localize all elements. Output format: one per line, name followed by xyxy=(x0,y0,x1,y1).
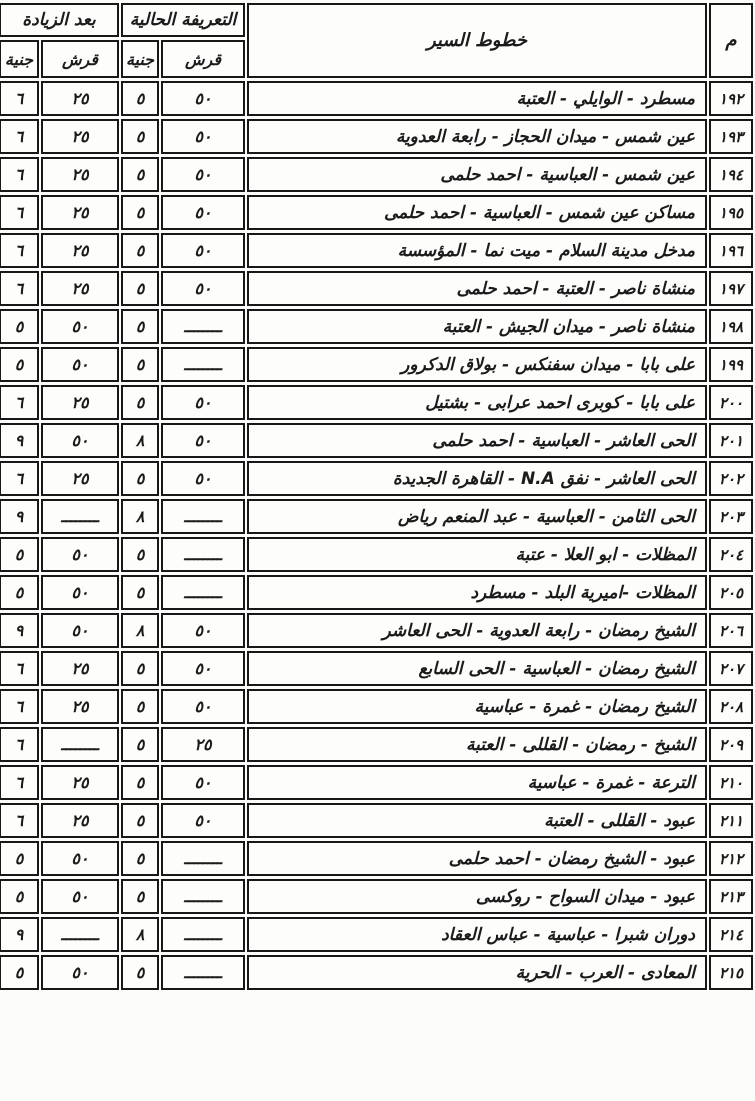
route-number-cell: ٢٠٦ xyxy=(709,613,753,648)
after-qirsh-cell: ٢٥ xyxy=(41,157,119,192)
route-description-cell: الحى العاشر - العباسية - احمد حلمى xyxy=(247,423,707,458)
route-number-cell: ٢٠٣ xyxy=(709,499,753,534)
fare-table-row xyxy=(0,917,753,952)
route-description-cell: الترعة - غمرة - عباسية xyxy=(247,765,707,800)
after-qirsh-cell: ٥٠ xyxy=(41,537,119,572)
current-genih-cell: ٨ xyxy=(121,499,159,534)
current-genih-cell: ٥ xyxy=(121,309,159,344)
after-qirsh-cell: ــــــــ xyxy=(41,917,119,952)
after-genih-cell: ٦ xyxy=(0,271,39,306)
fare-table-row xyxy=(0,461,753,496)
current-qirsh-cell: ٥٠ xyxy=(161,423,245,458)
route-number-cell: ١٩٢ xyxy=(709,81,753,116)
after-genih-cell: ٦ xyxy=(0,765,39,800)
after-qirsh-cell: ٢٥ xyxy=(41,765,119,800)
fare-table-row xyxy=(0,499,753,534)
fare-table-row xyxy=(0,271,753,306)
after-qirsh-cell: ٢٥ xyxy=(41,651,119,686)
current-qirsh-cell: ٥٠ xyxy=(161,651,245,686)
route-description-cell: مسطرد - الوايلي - العتبة xyxy=(247,81,707,116)
after-genih-cell: ٦ xyxy=(0,119,39,154)
current-qirsh-cell: ٥٠ xyxy=(161,461,245,496)
fare-table-row xyxy=(0,613,753,648)
after-genih-cell: ٥ xyxy=(0,309,39,344)
route-description-cell: عبود - ميدان السواح - روكسى xyxy=(247,879,707,914)
route-description-cell: المظلات - ابو العلا - عتبة xyxy=(247,537,707,572)
route-number-cell: ١٩٩ xyxy=(709,347,753,382)
fare-table-row xyxy=(0,575,753,610)
after-genih-cell: ٦ xyxy=(0,81,39,116)
after-qirsh-cell: ٥٠ xyxy=(41,309,119,344)
current-qirsh-cell: ــــــــ xyxy=(161,917,245,952)
header-number-column: م xyxy=(709,3,753,78)
route-description-cell: عين شمس - العباسية - احمد حلمى xyxy=(247,157,707,192)
after-genih-cell: ٦ xyxy=(0,385,39,420)
fare-table-row xyxy=(0,955,753,990)
current-genih-cell: ٥ xyxy=(121,157,159,192)
after-qirsh-cell: ٢٥ xyxy=(41,803,119,838)
after-qirsh-cell: ٥٠ xyxy=(41,347,119,382)
after-genih-cell: ٩ xyxy=(0,423,39,458)
route-number-cell: ٢٠٠ xyxy=(709,385,753,420)
current-genih-cell: ٥ xyxy=(121,765,159,800)
current-qirsh-cell: ٥٠ xyxy=(161,81,245,116)
route-description-cell: عبود - الشيخ رمضان - احمد حلمى xyxy=(247,841,707,876)
after-qirsh-cell: ٢٥ xyxy=(41,385,119,420)
current-genih-cell: ٥ xyxy=(121,385,159,420)
header-current-tariff-group: التعريفة الحالية xyxy=(121,3,245,37)
current-genih-cell: ٨ xyxy=(121,423,159,458)
current-genih-cell: ٥ xyxy=(121,537,159,572)
header-current-qirsh: قرش xyxy=(161,40,245,78)
current-genih-cell: ٥ xyxy=(121,81,159,116)
after-genih-cell: ٩ xyxy=(0,917,39,952)
route-number-cell: ٢١٤ xyxy=(709,917,753,952)
route-description-cell: على بابا - كوبرى احمد عرابى - بشتيل xyxy=(247,385,707,420)
route-description-cell: منشاة ناصر - العتبة - احمد حلمى xyxy=(247,271,707,306)
after-qirsh-cell: ٢٥ xyxy=(41,195,119,230)
fare-table-row xyxy=(0,537,753,572)
current-genih-cell: ٥ xyxy=(121,651,159,686)
route-number-cell: ٢١٠ xyxy=(709,765,753,800)
after-genih-cell: ٦ xyxy=(0,461,39,496)
route-description-cell: منشاة ناصر - ميدان الجيش - العتبة xyxy=(247,309,707,344)
current-qirsh-cell: ٥٠ xyxy=(161,195,245,230)
current-qirsh-cell: ــــــــ xyxy=(161,309,245,344)
current-genih-cell: ٥ xyxy=(121,841,159,876)
current-qirsh-cell: ٢٥ xyxy=(161,727,245,762)
fare-rows-container xyxy=(0,81,753,990)
header-routes-column: خطوط السير xyxy=(247,3,707,78)
route-description-cell: المظلات -اميرية البلد - مسطرد xyxy=(247,575,707,610)
route-number-cell: ١٩٧ xyxy=(709,271,753,306)
current-genih-cell: ٥ xyxy=(121,879,159,914)
current-genih-cell: ٥ xyxy=(121,119,159,154)
current-qirsh-cell: ٥٠ xyxy=(161,803,245,838)
current-qirsh-cell: ــــــــ xyxy=(161,955,245,990)
route-number-cell: ٢٠٥ xyxy=(709,575,753,610)
current-qirsh-cell: ٥٠ xyxy=(161,765,245,800)
current-genih-cell: ٥ xyxy=(121,233,159,268)
route-number-cell: ٢٠٤ xyxy=(709,537,753,572)
current-qirsh-cell: ٥٠ xyxy=(161,385,245,420)
fare-table-row xyxy=(0,841,753,876)
fare-table-row xyxy=(0,765,753,800)
header-after-qirsh: قرش xyxy=(41,40,119,78)
route-description-cell: الشيخ رمضان - رابعة العدوية - الحى العاشر xyxy=(247,613,707,648)
current-genih-cell: ٥ xyxy=(121,689,159,724)
fare-table-row xyxy=(0,651,753,686)
route-description-cell: عين شمس - ميدان الحجاز - رابعة العدوية xyxy=(247,119,707,154)
current-qirsh-cell: ٥٠ xyxy=(161,271,245,306)
current-genih-cell: ٥ xyxy=(121,195,159,230)
route-number-cell: ٢٠١ xyxy=(709,423,753,458)
fare-table-header xyxy=(0,3,753,78)
current-genih-cell: ٥ xyxy=(121,727,159,762)
after-genih-cell: ٥ xyxy=(0,879,39,914)
after-genih-cell: ٦ xyxy=(0,651,39,686)
current-qirsh-cell: ٥٠ xyxy=(161,233,245,268)
route-number-cell: ١٩٤ xyxy=(709,157,753,192)
after-genih-cell: ٥ xyxy=(0,841,39,876)
route-description-cell: الشيخ رمضان - غمرة - عباسية xyxy=(247,689,707,724)
after-genih-cell: ٩ xyxy=(0,499,39,534)
current-qirsh-cell: ــــــــ xyxy=(161,879,245,914)
after-qirsh-cell: ٥٠ xyxy=(41,955,119,990)
current-qirsh-cell: ٥٠ xyxy=(161,119,245,154)
after-qirsh-cell: ٢٥ xyxy=(41,461,119,496)
current-qirsh-cell: ٥٠ xyxy=(161,613,245,648)
after-qirsh-cell: ٥٠ xyxy=(41,575,119,610)
after-genih-cell: ٥ xyxy=(0,537,39,572)
current-genih-cell: ٥ xyxy=(121,461,159,496)
after-genih-cell: ٦ xyxy=(0,803,39,838)
after-genih-cell: ٥ xyxy=(0,575,39,610)
current-qirsh-cell: ــــــــ xyxy=(161,841,245,876)
after-qirsh-cell: ٢٥ xyxy=(41,119,119,154)
after-qirsh-cell: ــــــــ xyxy=(41,499,119,534)
fare-table-row xyxy=(0,81,753,116)
after-genih-cell: ٦ xyxy=(0,689,39,724)
after-qirsh-cell: ٢٥ xyxy=(41,689,119,724)
after-genih-cell: ٦ xyxy=(0,727,39,762)
route-description-cell: مدخل مدينة السلام - ميت نما - المؤسسة xyxy=(247,233,707,268)
current-qirsh-cell: ــــــــ xyxy=(161,347,245,382)
fare-table-row xyxy=(0,233,753,268)
current-genih-cell: ٨ xyxy=(121,917,159,952)
after-genih-cell: ٩ xyxy=(0,613,39,648)
fare-table-row xyxy=(0,347,753,382)
route-number-cell: ٢١٣ xyxy=(709,879,753,914)
after-qirsh-cell: ــــــــ xyxy=(41,727,119,762)
fare-table-row xyxy=(0,727,753,762)
route-description-cell: الشيخ - رمضان - القللى - العتبة xyxy=(247,727,707,762)
route-number-cell: ١٩٣ xyxy=(709,119,753,154)
after-genih-cell: ٥ xyxy=(0,955,39,990)
after-qirsh-cell: ٢٥ xyxy=(41,271,119,306)
route-description-cell: على بابا - ميدان سفنكس - بولاق الدكرور xyxy=(247,347,707,382)
current-genih-cell: ٨ xyxy=(121,613,159,648)
current-qirsh-cell: ــــــــ xyxy=(161,499,245,534)
current-genih-cell: ٥ xyxy=(121,575,159,610)
route-number-cell: ٢١٥ xyxy=(709,955,753,990)
after-qirsh-cell: ٢٥ xyxy=(41,233,119,268)
header-after-genih: جنية xyxy=(0,40,39,78)
route-number-cell: ١٩٦ xyxy=(709,233,753,268)
current-qirsh-cell: ــــــــ xyxy=(161,575,245,610)
current-qirsh-cell: ــــــــ xyxy=(161,537,245,572)
route-number-cell: ٢١٢ xyxy=(709,841,753,876)
current-genih-cell: ٥ xyxy=(121,347,159,382)
fare-table-row xyxy=(0,119,753,154)
current-genih-cell: ٥ xyxy=(121,803,159,838)
after-genih-cell: ٥ xyxy=(0,347,39,382)
after-genih-cell: ٦ xyxy=(0,233,39,268)
fare-table-row xyxy=(0,803,753,838)
fare-table-row xyxy=(0,423,753,458)
fare-table-row xyxy=(0,309,753,344)
after-qirsh-cell: ٥٠ xyxy=(41,879,119,914)
fare-table-row xyxy=(0,879,753,914)
fare-table-row xyxy=(0,195,753,230)
fare-table-row xyxy=(0,385,753,420)
route-number-cell: ٢٠٧ xyxy=(709,651,753,686)
route-description-cell: دوران شبرا - عباسية - عباس العقاد xyxy=(247,917,707,952)
route-description-cell: الشيخ رمضان - العباسية - الحى السابع xyxy=(247,651,707,686)
route-number-cell: ١٩٨ xyxy=(709,309,753,344)
header-after-increase-group: بعد الزيادة xyxy=(0,3,119,37)
route-number-cell: ٢٠٩ xyxy=(709,727,753,762)
route-number-cell: ٢٠٨ xyxy=(709,689,753,724)
fare-table-row xyxy=(0,689,753,724)
current-qirsh-cell: ٥٠ xyxy=(161,157,245,192)
route-description-cell: المعادى - العرب - الحرية xyxy=(247,955,707,990)
route-description-cell: الحى الثامن - العباسية - عبد المنعم رياض xyxy=(247,499,707,534)
after-qirsh-cell: ٥٠ xyxy=(41,841,119,876)
after-genih-cell: ٦ xyxy=(0,157,39,192)
route-description-cell: مساكن عين شمس - العباسية - احمد حلمى xyxy=(247,195,707,230)
header-current-genih: جنية xyxy=(121,40,159,78)
current-genih-cell: ٥ xyxy=(121,955,159,990)
route-number-cell: ٢٠٢ xyxy=(709,461,753,496)
route-description-cell: الحى العاشر - نفق N.A - القاهرة الجديدة xyxy=(247,461,707,496)
route-number-cell: ١٩٥ xyxy=(709,195,753,230)
after-qirsh-cell: ٥٠ xyxy=(41,613,119,648)
after-qirsh-cell: ٢٥ xyxy=(41,81,119,116)
current-qirsh-cell: ٥٠ xyxy=(161,689,245,724)
fare-table-row xyxy=(0,157,753,192)
after-qirsh-cell: ٥٠ xyxy=(41,423,119,458)
current-genih-cell: ٥ xyxy=(121,271,159,306)
route-number-cell: ٢١١ xyxy=(709,803,753,838)
after-genih-cell: ٦ xyxy=(0,195,39,230)
route-description-cell: عبود - القللى - العتبة xyxy=(247,803,707,838)
